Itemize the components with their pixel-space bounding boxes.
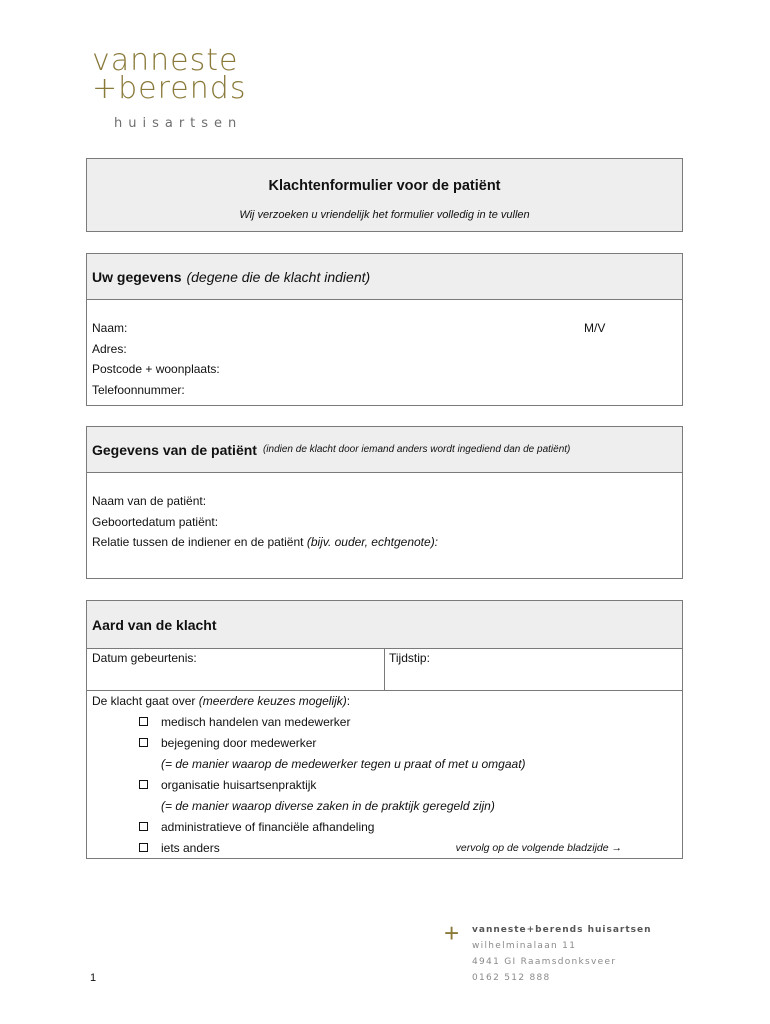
logo-subtitle: huisartsen [114, 116, 243, 131]
address-field[interactable]: Adres: [92, 341, 127, 356]
section-your-details [86, 253, 683, 406]
footer-street: wilhelminalaan 11 [472, 941, 577, 951]
footer-practice-name: vanneste+berends huisartsen [472, 925, 652, 935]
relation-label: Relatie tussen de indiener en de patiënt [92, 535, 304, 549]
option-other-label: iets anders [161, 840, 220, 855]
section-your-details-note: (degene die de klacht indient) [186, 268, 371, 285]
address-block [472, 922, 672, 986]
event-time-field[interactable]: Tijdstip: [389, 651, 430, 665]
event-date-field[interactable]: Datum gebeurtenis: [87, 649, 385, 690]
section-your-details-header [87, 254, 682, 300]
patient-birthdate-field[interactable]: Geboortedatum patiënt: [92, 514, 219, 529]
name-field[interactable]: Naam: [92, 321, 128, 335]
complaint-intro-note: (meerdere keuzes mogelijk) [198, 694, 347, 708]
postcode-city-field[interactable]: Postcode + woonplaats: [92, 362, 220, 376]
option-treatment-label: bejegening door medewerker [161, 735, 317, 750]
option-other[interactable] [87, 838, 682, 859]
section-complaint-header [87, 601, 682, 649]
option-administrative-label: administratieve of financiële afhandeling [161, 819, 375, 834]
footer-city: 4941 GI Raamsdonksveer [472, 957, 617, 967]
gender-field[interactable]: M/V [584, 321, 606, 335]
option-administrative[interactable] [87, 817, 682, 838]
practice-logo [92, 43, 292, 131]
section-complaint-title: Aard van de klacht [92, 616, 217, 633]
checkbox-administrative[interactable] [139, 822, 148, 831]
page-number: 1 [90, 972, 97, 984]
form-title: Klachtenformulier voor de patiënt [268, 178, 501, 194]
logo-line-1: vanneste [92, 43, 239, 78]
plus-icon: + [444, 918, 460, 948]
option-organisation-label: organisatie huisartsenpraktijk [161, 777, 317, 792]
date-time-row [87, 649, 682, 691]
section-patient-details [86, 426, 683, 579]
section-patient-header [87, 427, 682, 473]
form-subtitle: Wij verzoeken u vriendelijk het formulier volledig in te vullen [239, 209, 530, 221]
section-complaint-type [86, 600, 683, 859]
option-treatment-note: (= de manier waarop de medewerker tegen u praat of met u omgaat) [161, 756, 526, 771]
option-organisation-note: (= de manier waarop diverse zaken in de praktijk geregeld zijn) [161, 798, 495, 813]
continued-note: vervolg op de volgende bladzijde → [455, 841, 622, 854]
option-organisation[interactable] [87, 775, 682, 796]
complaint-intro-text: De klacht gaat over [92, 694, 196, 708]
logo-line-2: +berends [92, 71, 247, 106]
complaint-options [87, 691, 682, 859]
relation-note: (bijv. ouder, echtgenote): [306, 535, 439, 549]
option-medical-label: medisch handelen van medewerker [161, 714, 351, 729]
footer-phone: 0162 512 888 [472, 973, 551, 983]
section-patient-body [87, 473, 682, 553]
checkbox-medical[interactable] [139, 717, 148, 726]
checkbox-other[interactable] [139, 843, 148, 852]
option-medical[interactable] [87, 712, 682, 733]
checkbox-treatment[interactable] [139, 738, 148, 747]
phone-field[interactable]: Telefoonnummer: [92, 382, 185, 397]
complaint-intro-colon: : [346, 694, 351, 708]
section-patient-note: (indien de klacht door iemand anders wordt ingediend dan de patiënt) [262, 444, 571, 455]
section-patient-title: Gegevens van de patiënt [92, 441, 257, 458]
section-your-details-body [87, 300, 682, 400]
section-your-details-title: Uw gegevens [92, 268, 182, 285]
form-title-box [86, 158, 683, 232]
patient-name-field[interactable]: Naam van de patiënt: [92, 494, 207, 508]
option-treatment[interactable] [87, 733, 682, 754]
complaint-intro [87, 691, 682, 712]
checkbox-organisation[interactable] [139, 780, 148, 789]
relation-field[interactable] [87, 532, 682, 553]
